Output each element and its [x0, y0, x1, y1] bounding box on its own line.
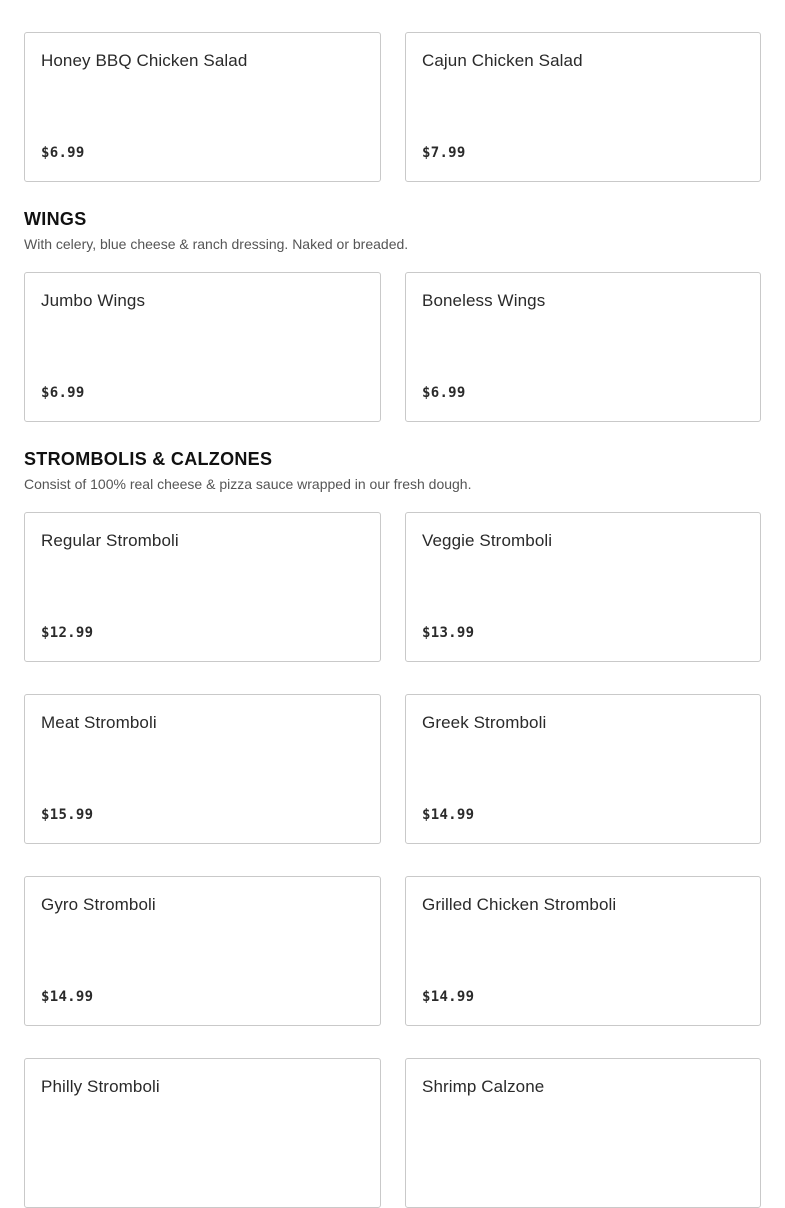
strombolis-grid [24, 512, 761, 1208]
menu-item-card[interactable] [24, 876, 381, 1026]
wings-section-header [24, 208, 761, 253]
menu-item-name: Veggie Stromboli [422, 531, 553, 550]
menu-item-card[interactable] [405, 32, 761, 182]
section-title: STROMBOLIS & CALZONES [24, 449, 273, 469]
menu-item-card[interactable] [405, 876, 761, 1026]
menu-item-name: Honey BBQ Chicken Salad [41, 51, 248, 70]
menu-item-price: $15.99 [41, 807, 94, 823]
menu-item-name: Shrimp Calzone [422, 1077, 545, 1096]
menu-item-name: Gyro Stromboli [41, 895, 156, 914]
menu-item-price: $14.99 [41, 989, 94, 1005]
menu-item-card[interactable] [405, 1058, 761, 1208]
menu-item-name: Grilled Chicken Stromboli [422, 895, 617, 914]
strombolis-section-header [24, 448, 761, 493]
salads-grid [24, 32, 761, 182]
menu-item-name: Cajun Chicken Salad [422, 51, 583, 70]
menu-item-card[interactable] [24, 694, 381, 844]
menu-item-name: Greek Stromboli [422, 713, 547, 732]
section-description: Consist of 100% real cheese & pizza sauce wrapped in our fresh dough. [24, 476, 472, 492]
menu-item-price: $14.99 [422, 807, 475, 823]
section-description: With celery, blue cheese & ranch dressing. Naked or breaded. [24, 236, 409, 252]
menu-item-price: $14.99 [422, 989, 475, 1005]
menu-item-name: Boneless Wings [422, 291, 546, 310]
menu-page [24, 32, 761, 1208]
menu-item-name: Regular Stromboli [41, 531, 179, 550]
menu-item-card[interactable] [24, 512, 381, 662]
menu-item-name: Jumbo Wings [41, 291, 146, 310]
menu-item-price: $12.99 [41, 625, 94, 641]
section-title: WINGS [24, 209, 87, 229]
wings-grid [24, 272, 761, 422]
menu-item-price: $6.99 [41, 145, 85, 161]
menu-item-card[interactable] [405, 694, 761, 844]
menu-item-card[interactable] [405, 272, 761, 422]
menu-item-price: $6.99 [41, 385, 85, 401]
menu-item-card[interactable] [24, 272, 381, 422]
menu-item-price: $7.99 [422, 145, 466, 161]
menu-item-card[interactable] [24, 32, 381, 182]
menu-item-price: $13.99 [422, 625, 475, 641]
menu-item-price: $6.99 [422, 385, 466, 401]
menu-item-name: Meat Stromboli [41, 713, 157, 732]
menu-item-card[interactable] [24, 1058, 381, 1208]
menu-item-name: Philly Stromboli [41, 1077, 160, 1096]
menu-item-card[interactable] [405, 512, 761, 662]
